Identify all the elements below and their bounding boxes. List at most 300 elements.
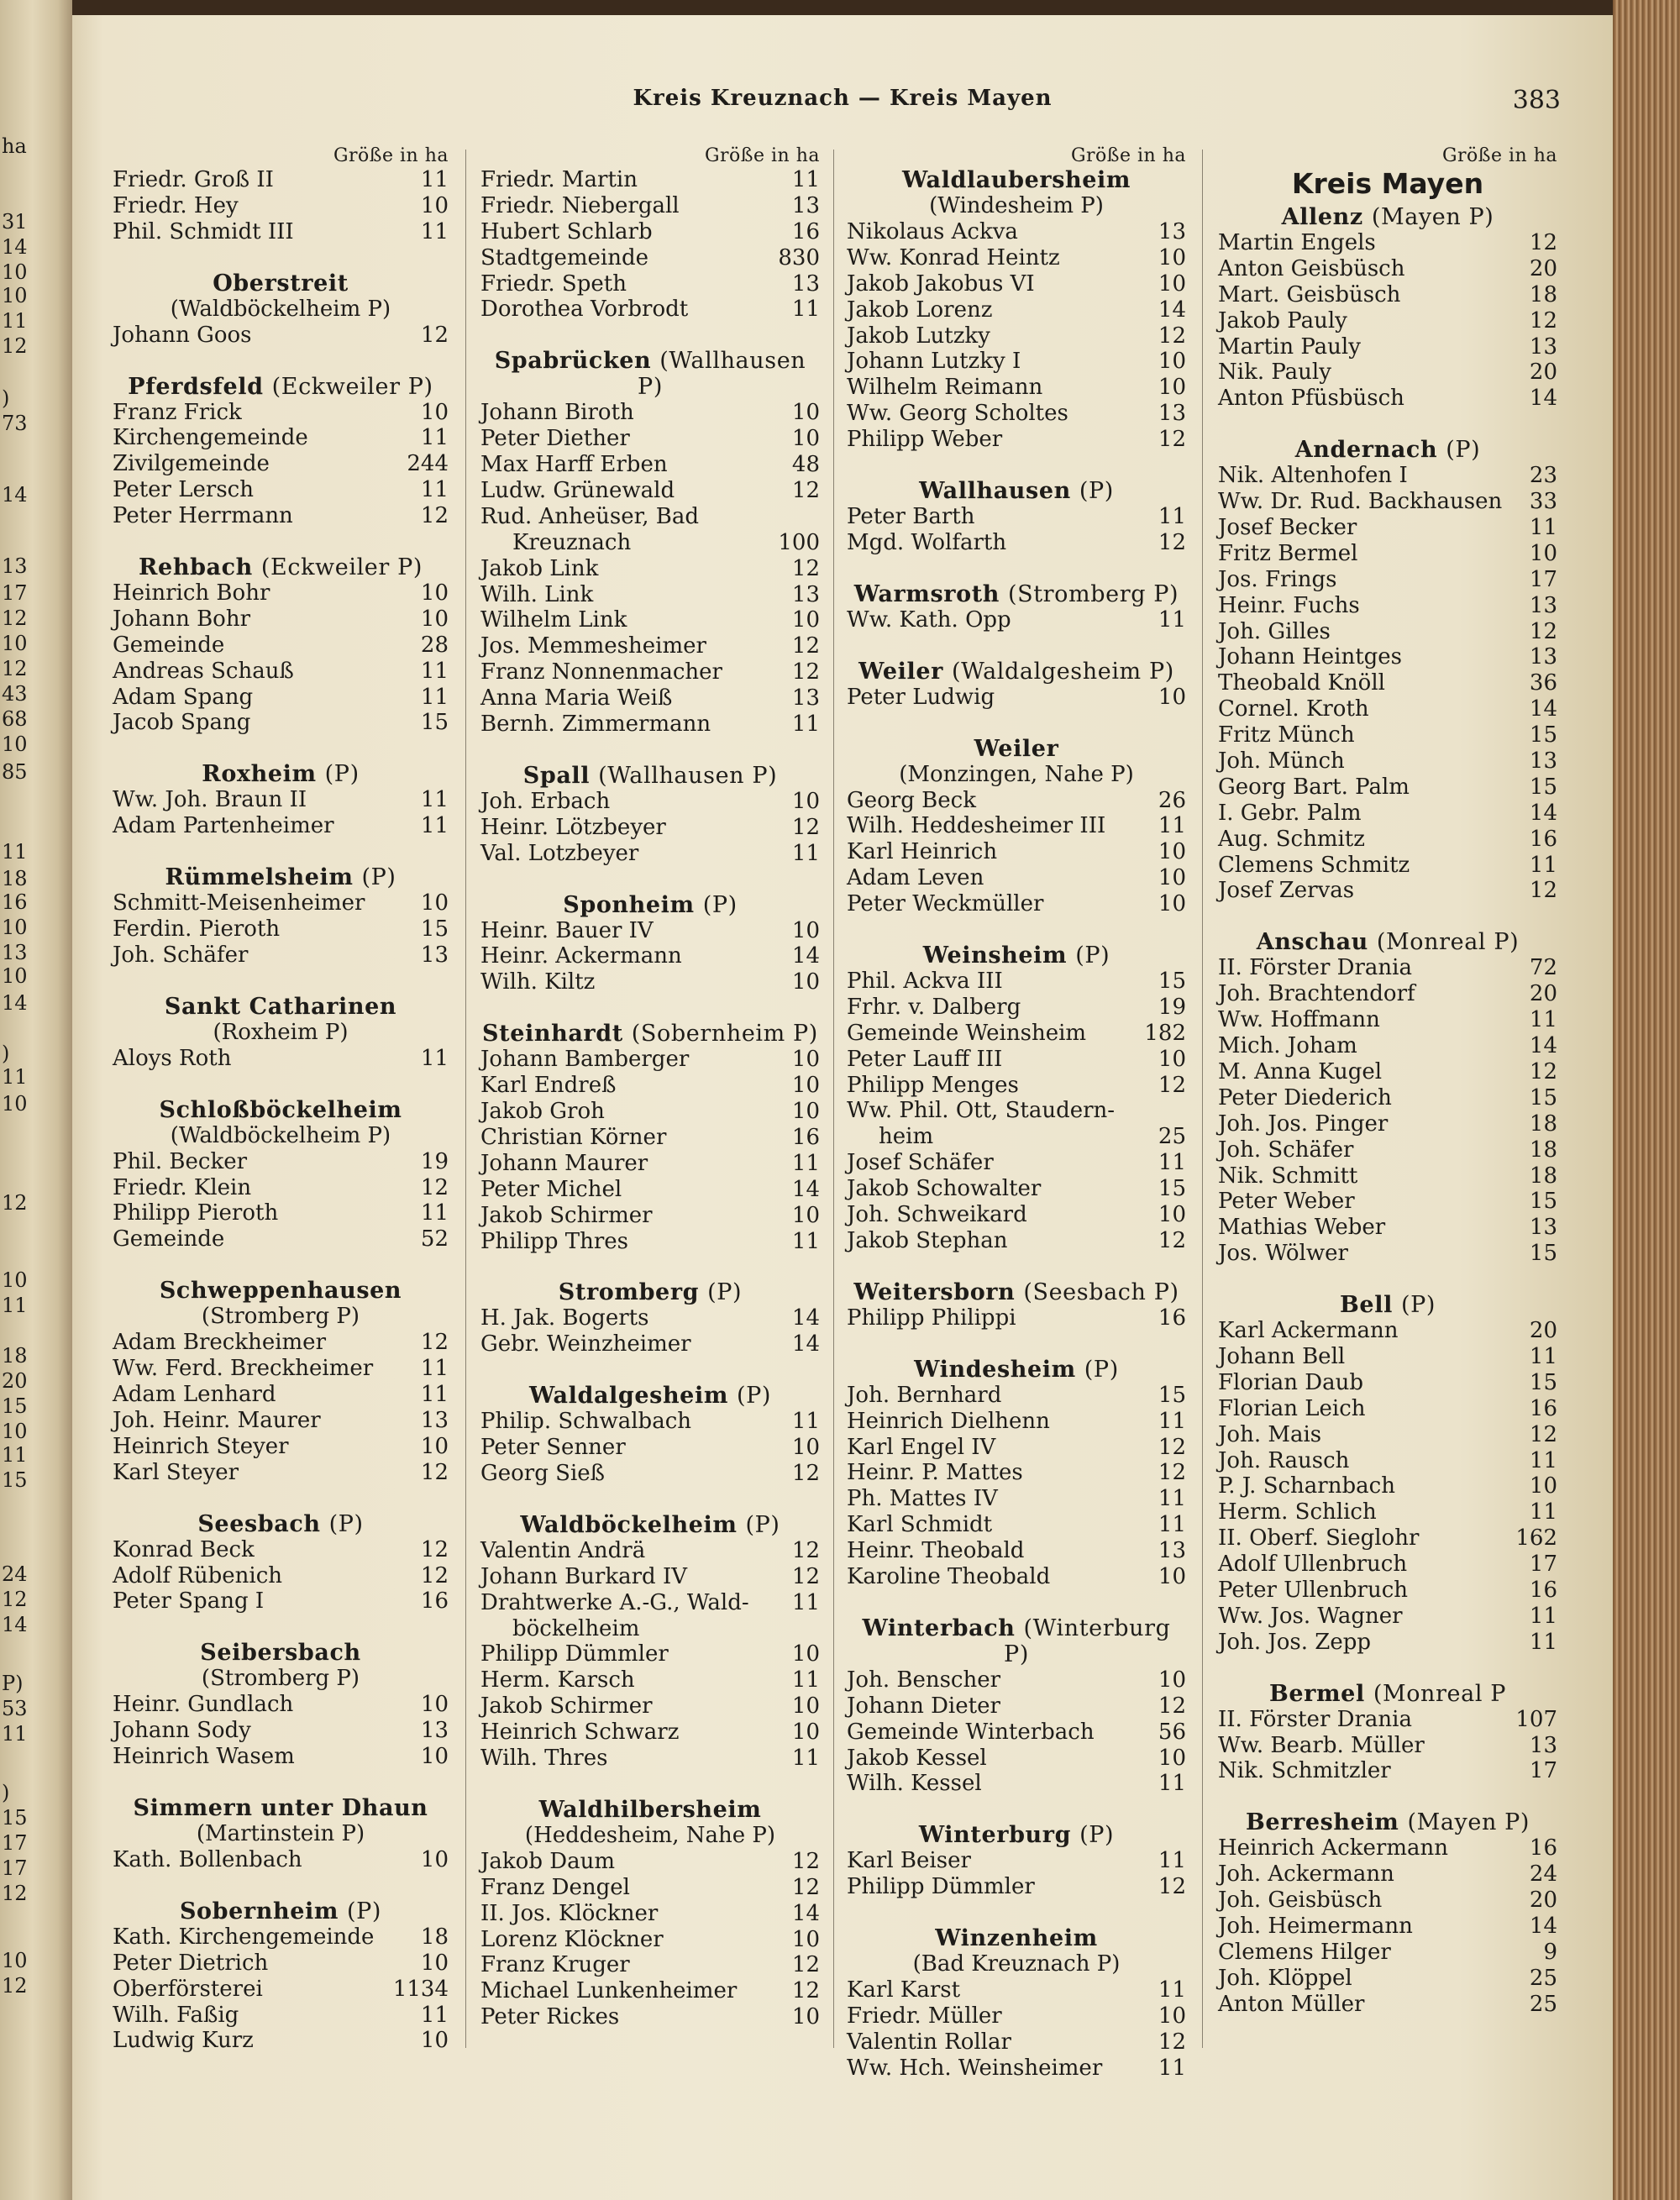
locality-section bbox=[113, 167, 449, 245]
owner-name: Florian Leich bbox=[1218, 1395, 1366, 1421]
previous-page-margin-value: 10 bbox=[2, 732, 28, 756]
owner-name: Friedr. Groß II bbox=[113, 167, 274, 192]
locality-name: Spabrücken bbox=[494, 348, 652, 375]
area-ha: 11 bbox=[791, 1667, 820, 1693]
area-ha: 10 bbox=[791, 1099, 820, 1125]
owner-entry bbox=[1218, 1111, 1557, 1137]
area-ha: 14 bbox=[1529, 386, 1557, 412]
previous-page-margin-value: 13 bbox=[2, 554, 28, 578]
locality-name: Sankt Catharinen bbox=[164, 993, 397, 1020]
owner-name: Peter Barth bbox=[847, 504, 975, 530]
locality-name: Winterbach bbox=[862, 1615, 1016, 1641]
owner-name: Franz Frick bbox=[113, 399, 242, 425]
owner-entry bbox=[847, 865, 1186, 891]
area-ha: 10 bbox=[791, 1047, 820, 1073]
locality-heading bbox=[480, 1021, 820, 1047]
column-3 bbox=[847, 145, 1186, 2082]
owner-entry bbox=[1218, 1007, 1557, 1033]
locality-heading bbox=[113, 270, 449, 297]
previous-page-margin bbox=[0, 0, 50, 2200]
owner-name: Ludw. Grünewald bbox=[480, 478, 675, 504]
owner-entry bbox=[1218, 1396, 1557, 1422]
owner-name: Jakob Schowalter bbox=[847, 1176, 1042, 1202]
owner-entry bbox=[1218, 1888, 1557, 1914]
area-ha: 10 bbox=[420, 2028, 449, 2054]
previous-page-margin-value: 15 bbox=[2, 1468, 28, 1492]
area-ha: 11 bbox=[420, 684, 449, 710]
locality-section bbox=[480, 763, 820, 867]
owner-name: Joh. Schweikard bbox=[847, 1202, 1027, 1228]
post-office: (P) bbox=[324, 761, 360, 788]
owner-entry bbox=[1218, 1552, 1557, 1578]
area-ha: 12 bbox=[791, 1848, 820, 1874]
owner-entry bbox=[847, 1460, 1186, 1486]
locality-section bbox=[847, 1615, 1186, 1797]
area-ha: 20 bbox=[1529, 360, 1557, 386]
owner-name: Ww. Dr. Rud. Backhausen bbox=[1218, 489, 1503, 515]
section-gap bbox=[113, 969, 449, 994]
owner-name: Gemeinde Weinsheim bbox=[847, 1020, 1087, 1046]
owner-entry bbox=[1218, 1189, 1557, 1215]
owner-entry bbox=[480, 1667, 820, 1693]
area-ha: 17 bbox=[1529, 1758, 1557, 1784]
owner-name: Heinr. Fuchs bbox=[1218, 592, 1360, 618]
section-gap bbox=[1218, 1784, 1557, 1809]
owner-name: Heinrich Steyer bbox=[113, 1433, 289, 1459]
owner-name: heim bbox=[879, 1124, 934, 1150]
area-ha: 10 bbox=[420, 1433, 449, 1459]
area-ha: 17 bbox=[1529, 566, 1557, 592]
area-ha: 12 bbox=[1158, 529, 1186, 555]
area-ha: 11 bbox=[1529, 1343, 1557, 1369]
owner-name: Philipp Thres bbox=[480, 1228, 628, 1254]
locality-section bbox=[480, 348, 820, 738]
owner-entry bbox=[1218, 670, 1557, 696]
owner-name: Joh. Bernhard bbox=[847, 1382, 1002, 1408]
owner-entry bbox=[847, 891, 1186, 917]
owner-entry bbox=[113, 503, 449, 529]
owner-entry bbox=[847, 1098, 1186, 1124]
locality-name: Stromberg bbox=[558, 1279, 700, 1306]
owner-name: Val. Lotzbeyer bbox=[480, 840, 639, 866]
owner-name: Ww. Hoffmann bbox=[1218, 1007, 1380, 1033]
area-ha: 20 bbox=[1529, 981, 1557, 1007]
column-1 bbox=[113, 145, 449, 2054]
previous-page-margin-value: 18 bbox=[2, 867, 28, 890]
owner-name: Philipp Pieroth bbox=[113, 1200, 279, 1226]
locality-section bbox=[113, 1511, 449, 1615]
post-office: (P) bbox=[1079, 1822, 1115, 1849]
area-ha: 52 bbox=[420, 1226, 449, 1252]
area-ha: 15 bbox=[1529, 1189, 1557, 1215]
area-ha: 10 bbox=[791, 917, 820, 943]
owner-name: Schmitt-Meisenheimer bbox=[113, 890, 365, 916]
owner-entry bbox=[1218, 1604, 1557, 1630]
area-ha: 18 bbox=[1529, 1111, 1557, 1137]
owner-entry bbox=[1218, 256, 1557, 282]
area-ha: 830 bbox=[778, 244, 820, 270]
area-ha: 24 bbox=[1529, 1861, 1557, 1888]
owner-name: Adam Leven bbox=[847, 865, 984, 891]
locality-name: Spall bbox=[522, 762, 591, 789]
owner-entry bbox=[480, 556, 820, 582]
locality-heading bbox=[847, 478, 1186, 504]
previous-page-margin-value: 13 bbox=[2, 941, 28, 964]
owner-name: Philipp Menges bbox=[847, 1072, 1019, 1098]
owner-entry bbox=[480, 789, 820, 815]
area-ha: 11 bbox=[420, 1356, 449, 1382]
locality-heading bbox=[847, 1279, 1186, 1305]
owner-name: Peter Lauff III bbox=[847, 1046, 1003, 1072]
post-office: (P) bbox=[1084, 1356, 1119, 1383]
owner-entry bbox=[480, 633, 820, 659]
owner-name: I. Gebr. Palm bbox=[1218, 800, 1362, 826]
owner-entry bbox=[847, 271, 1186, 297]
previous-page-margin-value: 17 bbox=[2, 1856, 28, 1880]
owner-name: Heinrich Wasem bbox=[113, 1744, 295, 1770]
previous-page-margin-value: 17 bbox=[2, 581, 28, 605]
previous-page-margin-value: 11 bbox=[2, 1065, 28, 1089]
owner-entry bbox=[1218, 1033, 1557, 1059]
area-ha: 12 bbox=[791, 1563, 820, 1589]
owner-entry bbox=[847, 427, 1186, 453]
owner-entry bbox=[113, 219, 449, 245]
owner-name: Kirchengemeinde bbox=[113, 425, 308, 451]
area-ha: 10 bbox=[1158, 684, 1186, 710]
locality-name: Steinhardt bbox=[482, 1021, 623, 1047]
area-ha: 10 bbox=[420, 1950, 449, 1976]
previous-page-margin-value: 10 bbox=[2, 1420, 28, 1443]
owner-name: Ww. Konrad Heintz bbox=[847, 244, 1060, 270]
post-office: (Mayen P) bbox=[1371, 204, 1494, 230]
locality-heading bbox=[480, 1512, 820, 1538]
previous-page-margin-value: 20 bbox=[2, 1369, 28, 1393]
area-ha: 11 bbox=[1158, 1408, 1186, 1434]
owner-name: II. Förster Drania bbox=[1218, 955, 1412, 981]
area-ha: 12 bbox=[1529, 1058, 1557, 1084]
area-ha: 11 bbox=[1529, 1499, 1557, 1525]
owner-entry bbox=[1218, 1473, 1557, 1499]
owner-entry bbox=[847, 1435, 1186, 1461]
owner-name: Joh. Brachtendorf bbox=[1218, 981, 1415, 1007]
owner-entry bbox=[847, 297, 1186, 323]
area-ha: 14 bbox=[1158, 297, 1186, 323]
locality-section bbox=[480, 1021, 820, 1254]
owner-entry bbox=[113, 1744, 449, 1770]
owner-entry bbox=[480, 1305, 820, 1331]
owner-entry bbox=[1218, 1940, 1557, 1966]
owner-entry bbox=[113, 1718, 449, 1744]
section-gap bbox=[847, 453, 1186, 478]
owner-name: Phil. Becker bbox=[113, 1148, 248, 1174]
owner-entry bbox=[113, 1924, 449, 1951]
owner-name: Josef Becker bbox=[1218, 515, 1357, 541]
owner-entry bbox=[113, 2003, 449, 2029]
owner-entry bbox=[1218, 1448, 1557, 1474]
owner-entry bbox=[113, 2028, 449, 2054]
area-ha: 11 bbox=[420, 425, 449, 451]
owner-name: Heinrich Dielhenn bbox=[847, 1408, 1050, 1434]
owner-entry bbox=[1218, 1318, 1557, 1344]
section-gap bbox=[113, 1072, 449, 1097]
owner-entry bbox=[1218, 463, 1557, 489]
owner-entry bbox=[113, 477, 449, 503]
owner-entry bbox=[1218, 981, 1557, 1007]
area-ha: 10 bbox=[1158, 839, 1186, 865]
previous-page-margin-value: 17 bbox=[2, 1831, 28, 1855]
owner-name: Max Harff Erben bbox=[480, 452, 668, 478]
owner-name: Johann Bell bbox=[1218, 1343, 1346, 1369]
area-ha: 10 bbox=[420, 1692, 449, 1718]
area-ha: 25 bbox=[1529, 1991, 1557, 2017]
locality-name: Warmsroth bbox=[853, 580, 1000, 607]
owner-entry bbox=[847, 1746, 1186, 1772]
owner-name: Johann Dieter bbox=[847, 1693, 1000, 1719]
owner-entry bbox=[113, 451, 449, 477]
locality-section bbox=[847, 167, 1186, 453]
owner-entry bbox=[1218, 1966, 1557, 1992]
owner-entry bbox=[480, 245, 820, 271]
area-ha: 16 bbox=[791, 218, 820, 244]
owner-name: Stadtgemeinde bbox=[480, 244, 649, 270]
owner-name: Adolf Rübenich bbox=[113, 1562, 282, 1588]
owner-name: Heinr. P. Mattes bbox=[847, 1460, 1023, 1486]
previous-page-margin-value: 10 bbox=[2, 632, 28, 655]
area-ha: 162 bbox=[1515, 1525, 1557, 1552]
owner-name: Jakob Pauly bbox=[1218, 307, 1347, 333]
section-gap bbox=[847, 1900, 1186, 1925]
post-office: (Eckweiler P) bbox=[260, 554, 423, 581]
owner-entry bbox=[480, 1901, 820, 1927]
owner-entry bbox=[1218, 1525, 1557, 1552]
area-ha: 11 bbox=[420, 787, 449, 813]
owner-name: Martin Engels bbox=[1218, 230, 1376, 255]
owner-entry bbox=[1218, 1861, 1557, 1888]
owner-entry bbox=[480, 1229, 820, 1255]
area-ha: 13 bbox=[1158, 401, 1186, 427]
locality-heading bbox=[1218, 1292, 1557, 1318]
owner-entry bbox=[1218, 1344, 1557, 1370]
owner-entry bbox=[480, 1331, 820, 1357]
owner-entry bbox=[480, 1151, 820, 1177]
column-rule-2 bbox=[833, 150, 834, 2048]
owner-name: Jos. Frings bbox=[1218, 566, 1337, 592]
area-ha: 10 bbox=[791, 969, 820, 995]
locality-name: Schloßböckelheim bbox=[159, 1096, 402, 1123]
area-ha: 11 bbox=[791, 711, 820, 738]
previous-page-margin-value: 12 bbox=[2, 334, 28, 358]
locality-name: Windesheim bbox=[914, 1356, 1076, 1383]
column-rule-1 bbox=[465, 150, 466, 2048]
post-office: (Monzingen, Nahe P) bbox=[899, 761, 1134, 787]
previous-page-margin-value: 43 bbox=[2, 682, 28, 706]
owner-entry bbox=[1218, 1578, 1557, 1604]
area-ha: 15 bbox=[1529, 1369, 1557, 1395]
owner-name: Gebr. Weinzheimer bbox=[480, 1331, 691, 1357]
owner-entry bbox=[847, 969, 1186, 995]
section-gap bbox=[1218, 1656, 1557, 1681]
area-ha: 23 bbox=[1529, 463, 1557, 489]
area-ha: 14 bbox=[791, 1176, 820, 1202]
area-ha: 15 bbox=[1158, 1382, 1186, 1408]
owner-name: Gemeinde bbox=[113, 1226, 225, 1252]
previous-page-margin-value: 11 bbox=[2, 840, 28, 864]
area-ha: 12 bbox=[791, 1537, 820, 1563]
area-ha: 182 bbox=[1144, 1020, 1186, 1046]
area-ha: 15 bbox=[1158, 1176, 1186, 1202]
section-gap bbox=[1218, 412, 1557, 437]
running-head: Kreis Kreuznach — Kreis Mayen bbox=[633, 86, 1053, 111]
locality-section bbox=[847, 1279, 1186, 1331]
owner-name: Wilhelm Reimann bbox=[847, 375, 1043, 401]
locality-section bbox=[1218, 1292, 1557, 1656]
area-ha: 11 bbox=[791, 297, 820, 323]
owner-name: Hubert Schlarb bbox=[480, 218, 653, 244]
owner-entry bbox=[113, 1977, 449, 2003]
owner-name: Andreas Schauß bbox=[113, 658, 294, 684]
area-ha: 13 bbox=[1529, 1215, 1557, 1241]
area-ha: 14 bbox=[791, 943, 820, 969]
owner-entry bbox=[480, 711, 820, 738]
owner-name: Ww. Hch. Weinsheimer bbox=[847, 2055, 1103, 2081]
locality-name: Waldlaubersheim bbox=[901, 167, 1131, 193]
owner-entry bbox=[480, 1746, 820, 1772]
owner-entry bbox=[847, 1667, 1186, 1693]
area-ha: 12 bbox=[1158, 1072, 1186, 1098]
owner-name: Georg Beck bbox=[847, 787, 976, 813]
owner-name: Frhr. v. Dalberg bbox=[847, 994, 1021, 1020]
owner-entry bbox=[113, 167, 449, 193]
area-ha: 13 bbox=[791, 685, 820, 711]
area-ha: 11 bbox=[1158, 1848, 1186, 1874]
owner-name: Karl Steyer bbox=[113, 1459, 239, 1485]
column-4 bbox=[1218, 145, 1557, 2018]
owner-entry bbox=[1218, 230, 1557, 256]
area-ha: 10 bbox=[420, 399, 449, 425]
owner-name: Adam Breckheimer bbox=[113, 1330, 326, 1356]
owner-name: Wilh. Link bbox=[480, 581, 594, 607]
locality-section bbox=[1218, 1681, 1557, 1785]
owner-name: Adolf Ullenbruch bbox=[1218, 1552, 1408, 1578]
owner-entry bbox=[480, 1125, 820, 1151]
owner-name: Joh. Ackermann bbox=[1218, 1861, 1394, 1888]
owner-entry bbox=[480, 530, 820, 556]
locality-section bbox=[113, 270, 449, 349]
area-ha: 11 bbox=[791, 167, 820, 192]
owner-name: Philipp Philippi bbox=[847, 1305, 1016, 1331]
locality-name: Waldböckelheim bbox=[520, 1511, 738, 1538]
area-ha: 15 bbox=[1529, 774, 1557, 800]
owner-name: Adam Lenhard bbox=[113, 1382, 276, 1408]
section-gap bbox=[113, 736, 449, 761]
area-ha: 12 bbox=[791, 1952, 820, 1978]
owner-name: Joh. Mais bbox=[1218, 1421, 1322, 1447]
area-ha: 12 bbox=[791, 659, 820, 685]
owner-entry bbox=[113, 1408, 449, 1434]
owner-entry bbox=[1218, 1085, 1557, 1111]
area-ha: 10 bbox=[1158, 375, 1186, 401]
owner-name: Karoline Theobald bbox=[847, 1563, 1051, 1589]
area-ha: 12 bbox=[420, 1174, 449, 1200]
owner-entry bbox=[480, 918, 820, 944]
section-gap bbox=[480, 1487, 820, 1512]
owner-entry bbox=[847, 1047, 1186, 1073]
area-ha: 10 bbox=[420, 890, 449, 916]
owner-entry bbox=[113, 193, 449, 219]
owner-name: Jos. Wölwer bbox=[1218, 1241, 1348, 1267]
owner-entry bbox=[480, 1720, 820, 1746]
column-body bbox=[113, 167, 449, 2054]
area-ha: 11 bbox=[420, 813, 449, 839]
area-ha: 12 bbox=[1158, 1693, 1186, 1719]
owner-name: Ferdin. Pieroth bbox=[113, 916, 281, 942]
owner-entry bbox=[847, 685, 1186, 711]
owner-name: Jakob Daum bbox=[480, 1848, 615, 1874]
locality-name: Schweppenhausen bbox=[159, 1278, 402, 1305]
post-office: (P) bbox=[328, 1510, 364, 1537]
previous-page-margin-value: 31 bbox=[2, 210, 28, 234]
locality-section bbox=[113, 554, 449, 736]
owner-entry bbox=[1218, 541, 1557, 567]
post-office: (Waldböckelheim P) bbox=[170, 296, 391, 322]
previous-page-margin-value: 12 bbox=[2, 1974, 28, 1998]
area-ha: 10 bbox=[791, 1926, 820, 1952]
previous-page-margin-value: 10 bbox=[2, 1092, 28, 1116]
locality-name: Roxheim bbox=[202, 761, 317, 788]
owner-name: Joh. Münch bbox=[1218, 748, 1345, 774]
owner-name: Johann Bohr bbox=[113, 606, 251, 632]
locality-name: Rehbach bbox=[139, 554, 253, 581]
owner-entry bbox=[113, 633, 449, 659]
area-ha: 11 bbox=[1158, 813, 1186, 839]
owner-name: Mart. Geisbüsch bbox=[1218, 281, 1401, 307]
post-office: (Wallhausen P) bbox=[638, 348, 806, 401]
column-2 bbox=[480, 145, 820, 2030]
locality-heading bbox=[1218, 1681, 1557, 1707]
owner-entry bbox=[1218, 827, 1557, 853]
locality-name: Bell bbox=[1340, 1292, 1393, 1319]
owner-name: Konrad Beck bbox=[113, 1536, 255, 1562]
owner-entry bbox=[480, 1538, 820, 1564]
area-ha: 12 bbox=[1158, 2029, 1186, 2055]
owner-name: Philipp Dümmler bbox=[480, 1641, 669, 1667]
area-ha: 10 bbox=[791, 426, 820, 452]
area-ha: 15 bbox=[420, 710, 449, 736]
owner-name: Franz Dengel bbox=[480, 1874, 631, 1900]
owner-name: Anton Pfüsbüsch bbox=[1218, 386, 1404, 412]
owner-name: Florian Daub bbox=[1218, 1369, 1363, 1395]
area-ha: 11 bbox=[420, 218, 449, 244]
locality-heading bbox=[847, 581, 1186, 607]
owner-entry bbox=[113, 425, 449, 451]
section-gap bbox=[480, 1357, 820, 1383]
owner-name: Wilh. Heddesheimer III bbox=[847, 813, 1106, 839]
area-ha: 10 bbox=[791, 1641, 820, 1667]
area-ha: 14 bbox=[791, 1900, 820, 1926]
locality-section bbox=[113, 994, 449, 1072]
owner-name: Josef Zervas bbox=[1218, 878, 1355, 904]
owner-entry bbox=[847, 1073, 1186, 1099]
kreis-title: Kreis Mayen bbox=[1291, 167, 1484, 200]
area-ha: 17 bbox=[1529, 1552, 1557, 1578]
post-office: (Waldalgesheim P) bbox=[951, 658, 1174, 685]
owner-entry bbox=[480, 193, 820, 219]
section-gap bbox=[480, 867, 820, 892]
owner-entry bbox=[480, 1409, 820, 1435]
post-office: (P) bbox=[1075, 942, 1110, 969]
locality-section bbox=[113, 1278, 449, 1485]
owner-name: böckelheim bbox=[512, 1615, 640, 1641]
